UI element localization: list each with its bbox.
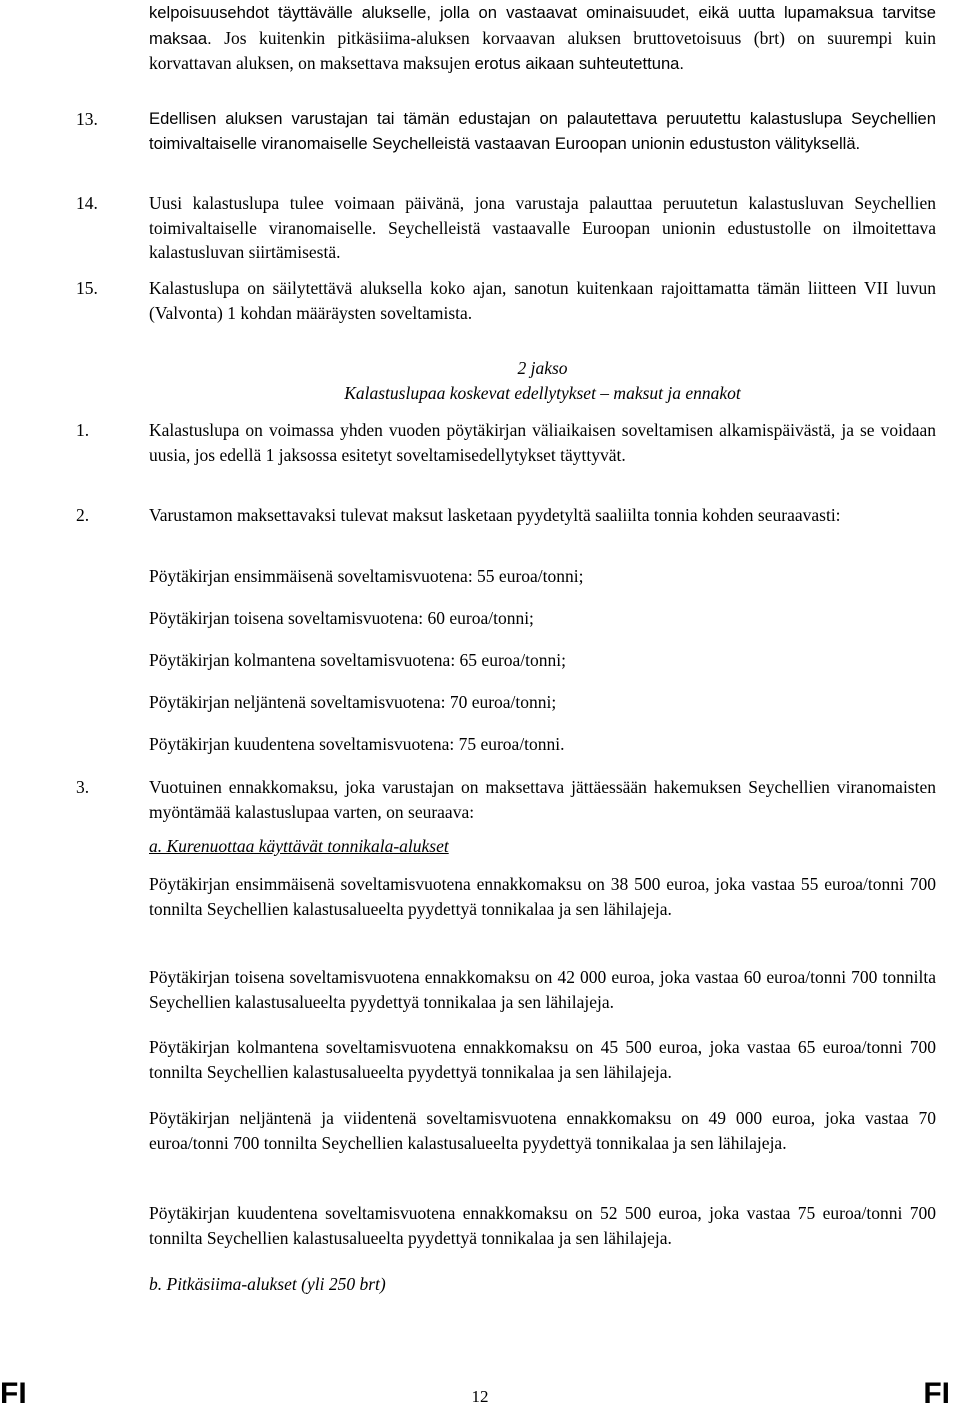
- continued-text-serif: Jos kuitenkin pitkäsiima-aluksen korvaavan aluksen bruttovetoisuus (brt) on suurempi kuin korvattavan aluksen, on maksettava maksujen: [149, 27, 936, 73]
- footer-language-left: FI: [0, 1377, 27, 1410]
- fee-line: Pöytäkirjan neljäntenä soveltamisvuotena: 70 euroa/tonni;: [149, 692, 557, 712]
- continued-paragraph: [149, 0, 936, 77]
- item-text-2: Varustamon maksettavaksi tulevat maksut lasketaan pyydetyltä saaliilta tonnia kohden seuraavasti:: [149, 505, 841, 525]
- item-text-15: Kalastuslupa on säilytettävä aluksella koko ajan, sanotun kuitenkaan rajoittamatta tämän liitteen VII luvun (Valvonta) 1 kohdan määräysten soveltamista.: [149, 278, 936, 323]
- item-text-14b: Seychelleistä vastaavalle Euroopan unionin edustustolle on ilmoitettava kalastusluvan siirtämisestä.: [149, 217, 937, 262]
- advance-paragraph: Pöytäkirjan kuudentena soveltamisvuotena ennakkomaksu on 52 500 euroa, joka vastaa 75 euroa/tonni 700 tonnilta Seychellien kalastusalueelta pyydettyä tonnikalaa ja sen lähilajeja.: [149, 1203, 936, 1248]
- footer-language-right: FI: [923, 1377, 950, 1410]
- subheading-b: b. Pitkäsiima-alukset (yli 250 brt): [149, 1274, 386, 1294]
- fee-line: Pöytäkirjan ensimmäisenä soveltamisvuotena: 55 euroa/tonni;: [149, 566, 584, 586]
- item-number-2: 2.: [76, 505, 90, 525]
- item-text-13: Edellisen aluksen varustajan tai tämän edustajan on palautettava peruutettu kalastuslupa Seychellien toimivaltaiselle viranomaiselle Seychelleistä vastaavan Euroopan unionin edustuston välityksellä.: [149, 109, 936, 153]
- advance-paragraph: Pöytäkirjan kolmantena soveltamisvuotena ennakkomaksu on 45 500 euroa, joka vastaa 65 euroa/tonni 700 tonnilta Seychellien kalastusalueelta pyydettyä tonnikalaa ja sen lähilajeja.: [149, 1037, 936, 1082]
- item-text-1: Kalastuslupa on voimassa yhden vuoden pöytäkirjan väliaikaisen soveltamisen alkamispäivästä, ja se voidaan uusia, jos edellä 1 jaksossa esitetyt soveltamisedellytykset täyttyvät.: [149, 420, 936, 465]
- advance-paragraph: Pöytäkirjan neljäntenä ja viidentenä soveltamisvuotena ennakkomaksu on 49 000 euroa, joka vastaa 70 euroa/tonni 700 tonnilta Seychellien kalastusalueelta pyydettyä tonnikalaa ja sen lähilajeja.: [149, 1108, 936, 1153]
- page-number: 12: [471, 1387, 489, 1406]
- item-number-1: 1.: [76, 420, 90, 440]
- item-number-14: 14.: [76, 193, 98, 213]
- advance-paragraph: Pöytäkirjan toisena soveltamisvuotena ennakkomaksu on 42 000 euroa, joka vastaa 60 euroa/tonni 700 tonnilta Seychellien kalastusalueelta pyydettyä tonnikalaa ja sen lähilajeja.: [149, 967, 936, 1012]
- fee-line: Pöytäkirjan kolmantena soveltamisvuotena: 65 euroa/tonni;: [149, 650, 566, 670]
- item-number-3: 3.: [76, 777, 90, 797]
- subheading-a: a. Kurenuottaa käyttävät tonnikala-alukset: [149, 836, 449, 856]
- section-title: Kalastuslupaa koskevat edellytykset – maksut ja ennakot: [344, 383, 741, 403]
- item-text-14a: Uusi kalastuslupa tulee voimaan päivänä, jona varustaja palauttaa peruutetun kalastusluvan Seychellien toimivaltaiselle viranomaiselle.: [149, 193, 936, 238]
- continued-text-tail: erotus aikaan suhteutettuna.: [474, 54, 685, 73]
- item-number-15: 15.: [76, 278, 98, 298]
- item-text-3: Vuotuinen ennakkomaksu, joka varustajan on maksettava jättäessään hakemuksen Seychellien viranomaisten myöntämää kalastuslupaa varten, on seuraava:: [149, 777, 936, 822]
- advance-paragraph: Pöytäkirjan ensimmäisenä soveltamisvuotena ennakkomaksu on 38 500 euroa, joka vastaa 55 euroa/tonni 700 tonnilta Seychellien kalastusalueelta pyydettyä tonnikalaa ja sen lähilajeja.: [149, 874, 936, 919]
- fee-line: Pöytäkirjan toisena soveltamisvuotena: 60 euroa/tonni;: [149, 608, 534, 628]
- section-label: 2 jakso: [517, 358, 568, 378]
- item-text-14: [149, 191, 936, 265]
- fee-line: Pöytäkirjan kuudentena soveltamisvuotena: 75 euroa/tonni.: [149, 734, 565, 754]
- item-number-13: 13.: [76, 109, 98, 129]
- continued-text-sans: kelpoisuusehdot täyttävälle alukselle, jolla on vastaavat ominaisuudet, eikä uutta lupamaksua tarvitse maksaa.: [149, 3, 936, 48]
